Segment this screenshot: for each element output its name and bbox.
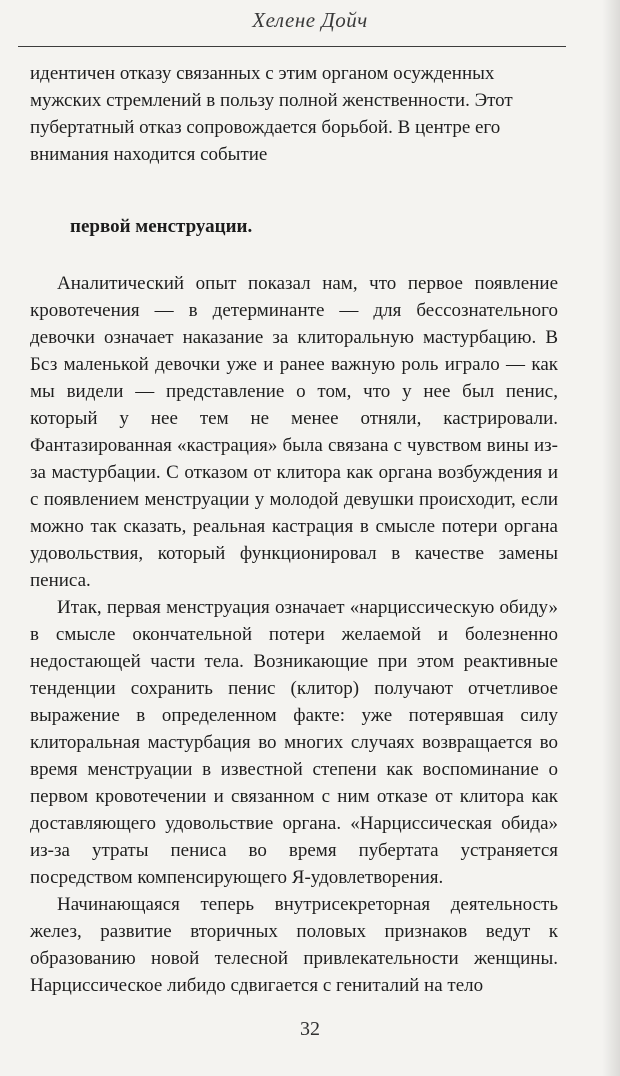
header-rule xyxy=(18,46,566,47)
main-text xyxy=(30,270,558,999)
running-head: Хелене Дойч xyxy=(252,8,368,32)
paragraph: Итак, первая менструация означает «нарциссическую обиду» в смысле окончательной потери желаемой и болезненно недостающей части тела. Возникающие при этом реактивные тенденции сохранить пенис (клитор) получают отчетливое выражение в определенном факте: уже потерявшая силу клиторальная мастурбация во многих случаях возвращается во время менструации в известной степени как воспоминание о первом кровотечении и связанном с ним отказе от клитора как доставляющего удовольствие органа. «Нарциссическая обида» из-за утраты пениса во время пубертата устраняется посредством компенсирующего Я-удовлетворения. xyxy=(30,597,558,888)
paragraph: Аналитический опыт показал нам, что первое появление кровотечения — в детерминанте — для бессознательного девочки означает наказание за клиторальную мастурбацию. В Бсз маленькой девочки уже и ранее важную роль играло — как мы видели — представление о том, что у нее был пенис, который у нее тем не менее отняли, кастрировали. Фантазированная «кастрация» была связана с чувством вины из-за мастурбации. С отказом от клитора как органа возбуждения и с появлением менструации у молодой девушки происходит, если можно так сказать, реальная кастрация в смысле потери органа удовольствия, который функционировал в качестве замены пениса. xyxy=(30,273,558,591)
intro-text xyxy=(30,60,558,168)
intro-paragraph: идентичен отказу связанных с этим органом осужденных мужских стремлений в пользу полной женственности. Этот пубертатный отказ сопровождается борьбой. В центре его внимания находится событие xyxy=(30,63,513,165)
page-number: 32 xyxy=(300,1018,320,1040)
paragraph: Начинающаяся теперь внутрисекреторная деятельность желез, развитие вторичных половых признаков ведут к образованию новой телесной привлекательности женщины. Нарциссическое либидо сдвигается с гениталий на тело xyxy=(30,894,558,996)
section-heading: первой менструации. xyxy=(70,216,253,237)
page-edge-shadow xyxy=(602,0,620,1076)
